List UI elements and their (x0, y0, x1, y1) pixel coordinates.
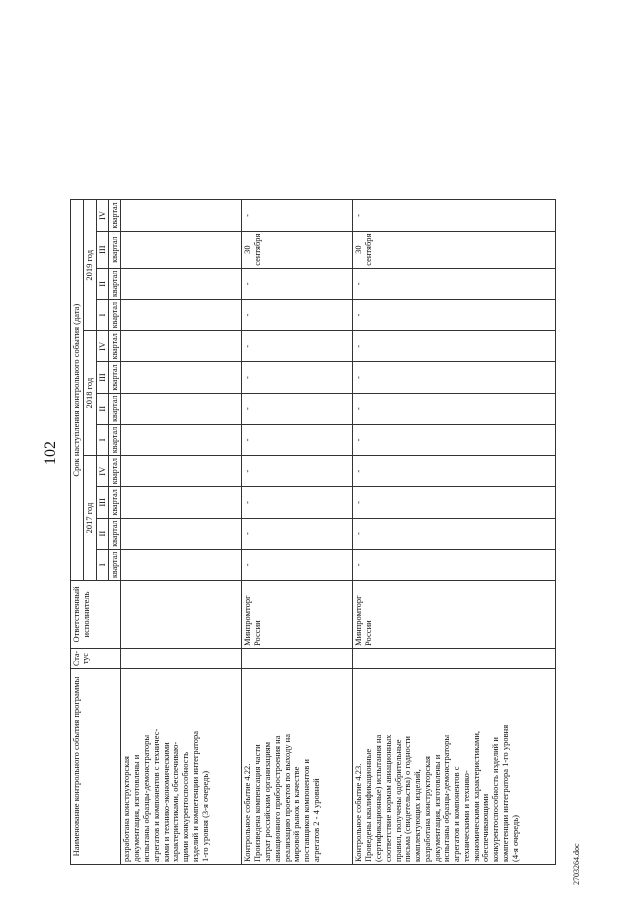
header-year-2018: 2018 год (83, 331, 96, 456)
header-quarter-roman: IV (96, 331, 109, 362)
page-number: 102 (42, 441, 59, 465)
quarter-cell (121, 299, 242, 330)
header-quarter-roman: I (96, 424, 109, 455)
quarter-cell: - (242, 456, 353, 487)
header-quarter-roman: II (96, 393, 109, 424)
header-responsible: Ответственный исполнитель (71, 580, 121, 648)
header-quarter-word: квартал (109, 549, 121, 580)
event-name: Контрольное событие 4.22. Произведена компенсация части затрат российским организациям авиационного приборостроения на реализацию проектов по выходу на мировой рынок в качестве поставщиков компонентов и агрегатов 2 - 4 уровней (242, 669, 353, 865)
header-quarter-roman: III (96, 487, 109, 518)
header-date-group: Срок наступления контрольного события (дата) (71, 200, 84, 581)
header-quarter-roman: III (96, 362, 109, 393)
quarter-cell: - (242, 518, 353, 549)
quarter-cell: - (242, 331, 353, 362)
quarter-cell: - (353, 362, 556, 393)
header-quarter-roman: II (96, 518, 109, 549)
header-quarter-roman: II (96, 268, 109, 299)
quarter-cell: - (353, 331, 556, 362)
event-responsible: Минпромторг России (242, 580, 353, 648)
quarter-cell: - (353, 424, 556, 455)
header-quarter-word: квартал (109, 231, 121, 268)
quarter-cell: 30 сентября (353, 231, 556, 268)
quarter-cell (121, 424, 242, 455)
header-quarter-word: квартал (109, 487, 121, 518)
document-id: 2703264.doc (572, 843, 581, 885)
header-quarter-word: квартал (109, 331, 121, 362)
event-status (121, 648, 242, 668)
quarter-cell (121, 200, 242, 231)
quarter-cell (121, 456, 242, 487)
header-quarter-roman: IV (96, 200, 109, 231)
event-name: разработана конструкторская документация, изготовлены и испытаны образцы-демонстраторы агрегатов и компонентов с техничес- кими и технико-экономическими характеристиками, обеспечиваю- щими конкурентоспособность изделий и компетенции интегратора 1-го уровня (3-я очередь) (121, 669, 242, 865)
quarter-cell: - (242, 200, 353, 231)
quarter-cell: 30 сентября (242, 231, 353, 268)
header-quarter-roman: IV (96, 456, 109, 487)
quarter-cell (121, 331, 242, 362)
header-quarter-word: квартал (109, 456, 121, 487)
table-row (121, 200, 242, 865)
quarter-cell: - (353, 299, 556, 330)
event-name: Контрольное событие 4.23. Проведены квалификационные (сертификационные) испытания на соответствие нормам авиационных правил, получены одобрительные письма (свидетельства) о годности комплектующих изделий, разработана конструкторская документация, изготовлены и испытаны образцы-демонстраторы агрегатов и компонентов с техническими и технико- экономическими характеристиками, обеспечивающими конкурентоспособность изделий и компетенции интегратора 1-го уровня (4-я очередь) (353, 669, 556, 865)
quarter-cell: - (353, 518, 556, 549)
event-status (353, 648, 556, 668)
header-year-2019: 2019 год (83, 200, 96, 331)
quarter-cell (121, 487, 242, 518)
header-quarter-word: квартал (109, 393, 121, 424)
event-status (242, 648, 353, 668)
header-quarter-word: квартал (109, 424, 121, 455)
quarter-cell (121, 518, 242, 549)
quarter-cell: - (242, 393, 353, 424)
header-quarter-word: квартал (109, 518, 121, 549)
quarter-cell: - (353, 487, 556, 518)
table-row (242, 200, 353, 865)
quarter-cell: - (242, 487, 353, 518)
quarter-cell (121, 549, 242, 580)
quarter-cell (121, 393, 242, 424)
header-quarter-roman: I (96, 299, 109, 330)
quarter-cell: - (353, 549, 556, 580)
quarter-cell: - (353, 456, 556, 487)
header-quarter-word: квартал (109, 299, 121, 330)
event-responsible (121, 580, 242, 648)
quarter-cell: - (242, 424, 353, 455)
control-events-table (70, 199, 556, 865)
quarter-cell: - (242, 268, 353, 299)
header-year-2017: 2017 год (83, 456, 96, 581)
header-name: Наименование контрольного события программы (71, 669, 121, 865)
event-responsible: Минпромторг России (353, 580, 556, 648)
quarter-cell: - (353, 393, 556, 424)
quarter-cell (121, 268, 242, 299)
quarter-cell (121, 231, 242, 268)
quarter-cell: - (353, 268, 556, 299)
quarter-cell: - (242, 362, 353, 393)
header-quarter-roman: I (96, 549, 109, 580)
header-quarter-word: квартал (109, 268, 121, 299)
header-quarter-roman: III (96, 231, 109, 268)
quarter-cell (121, 362, 242, 393)
header-quarter-word: квартал (109, 362, 121, 393)
quarter-cell: - (242, 549, 353, 580)
quarter-cell: - (242, 299, 353, 330)
quarter-cell: - (353, 200, 556, 231)
header-status: Ста-тус (71, 648, 121, 668)
header-quarter-word: квартал (109, 200, 121, 231)
table-row (353, 200, 556, 865)
